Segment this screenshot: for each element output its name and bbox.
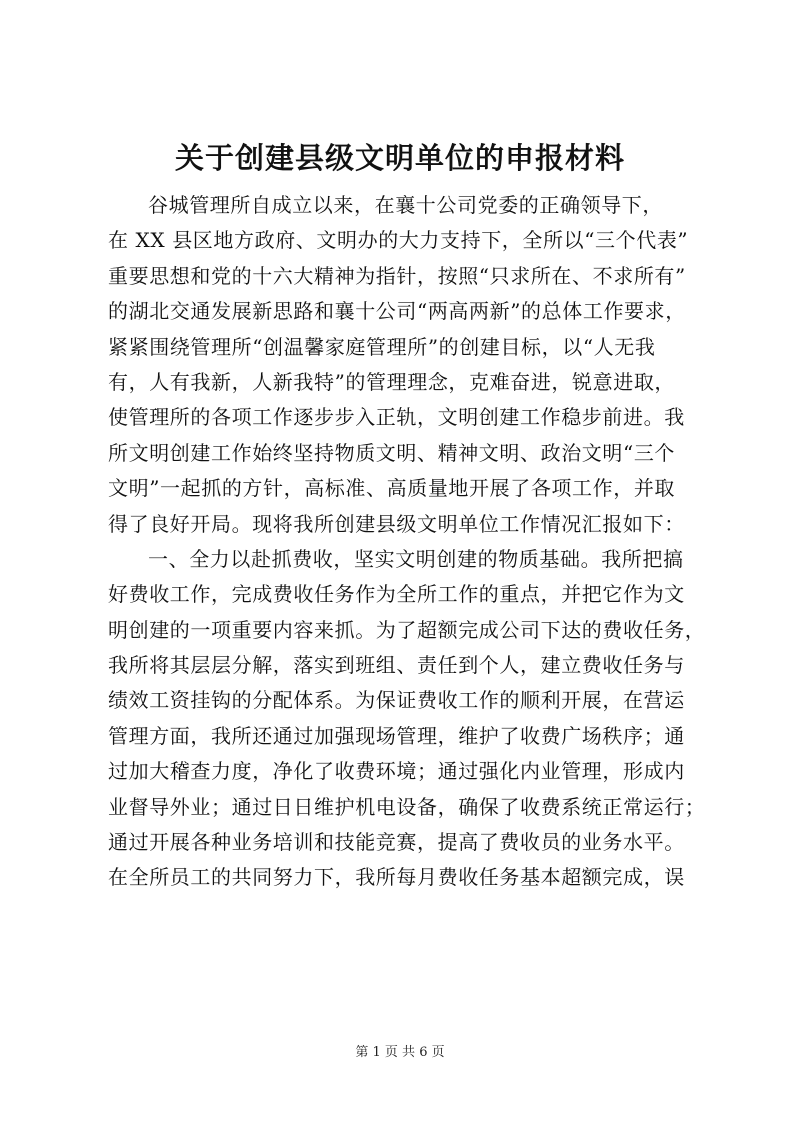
body-line: 使管理所的各项工作逐步步入正轨，文明创建工作稳步前进。我 xyxy=(108,405,685,430)
body-line: 绩效工资挂钩的分配体系。为保证费收工作的顺利开展，在营运 xyxy=(108,688,685,713)
body-line: 管理方面，我所还通过加强现场管理，维护了收费广场秩序；通 xyxy=(108,723,685,748)
body-line: 紧紧围绕管理所“创温馨家庭管理所”的创建目标，以“人无我 xyxy=(108,334,656,359)
document-body xyxy=(108,188,708,896)
body-line: 通过开展各种业务培训和技能竞赛，提高了费收员的业务水平。 xyxy=(108,830,685,855)
body-line: 得了良好开局。现将我所创建县级文明单位工作情况汇报如下： xyxy=(108,511,685,536)
body-line: 好费收工作，完成费收任务作为全所工作的重点，并把它作为文 xyxy=(108,582,685,607)
body-line: 在 XX 县区地方政府、文明办的大力支持下，全所以“三个代表” xyxy=(108,228,689,253)
body-line: 一、全力以赴抓费收，坚实文明创建的物质基础。我所把搞 xyxy=(148,546,684,571)
body-line: 有，人有我新，人新我特”的管理理念，克难奋进，锐意进取， xyxy=(108,369,676,394)
body-line: 明创建的一项重要内容来抓。为了超额完成公司下达的费收任务， xyxy=(108,617,706,642)
body-line: 过加大稽查力度，净化了收费环境；通过强化内业管理，形成内 xyxy=(108,759,685,784)
body-line: 我所将其层层分解，落实到班组、责任到个人，建立费收任务与 xyxy=(108,653,685,678)
body-line: 文明”一起抓的方针，高标准、高质量地开展了各项工作，并取 xyxy=(108,476,676,501)
body-line: 谷城管理所自成立以来，在襄十公司党委的正确领导下， xyxy=(148,193,663,217)
body-line: 在全所员工的共同努力下，我所每月费收任务基本超额完成，误 xyxy=(108,865,685,890)
body-line: 业督导外业；通过日日维护机电设备，确保了收费系统正常运行； xyxy=(108,794,706,819)
body-line: 的湖北交通发展新思路和襄十公司“两高两新”的总体工作要求， xyxy=(108,299,686,324)
body-line: 所文明创建工作始终坚持物质文明、精神文明、政治文明“三个 xyxy=(108,440,676,465)
document-title: 关于创建县级文明单位的申报材料 xyxy=(174,141,625,175)
body-line: 重要思想和党的十六大精神为指针，按照“只求所在、不求所有” xyxy=(108,263,686,288)
page-number-footer: 第 1 页 共 6 页 xyxy=(355,1045,445,1060)
